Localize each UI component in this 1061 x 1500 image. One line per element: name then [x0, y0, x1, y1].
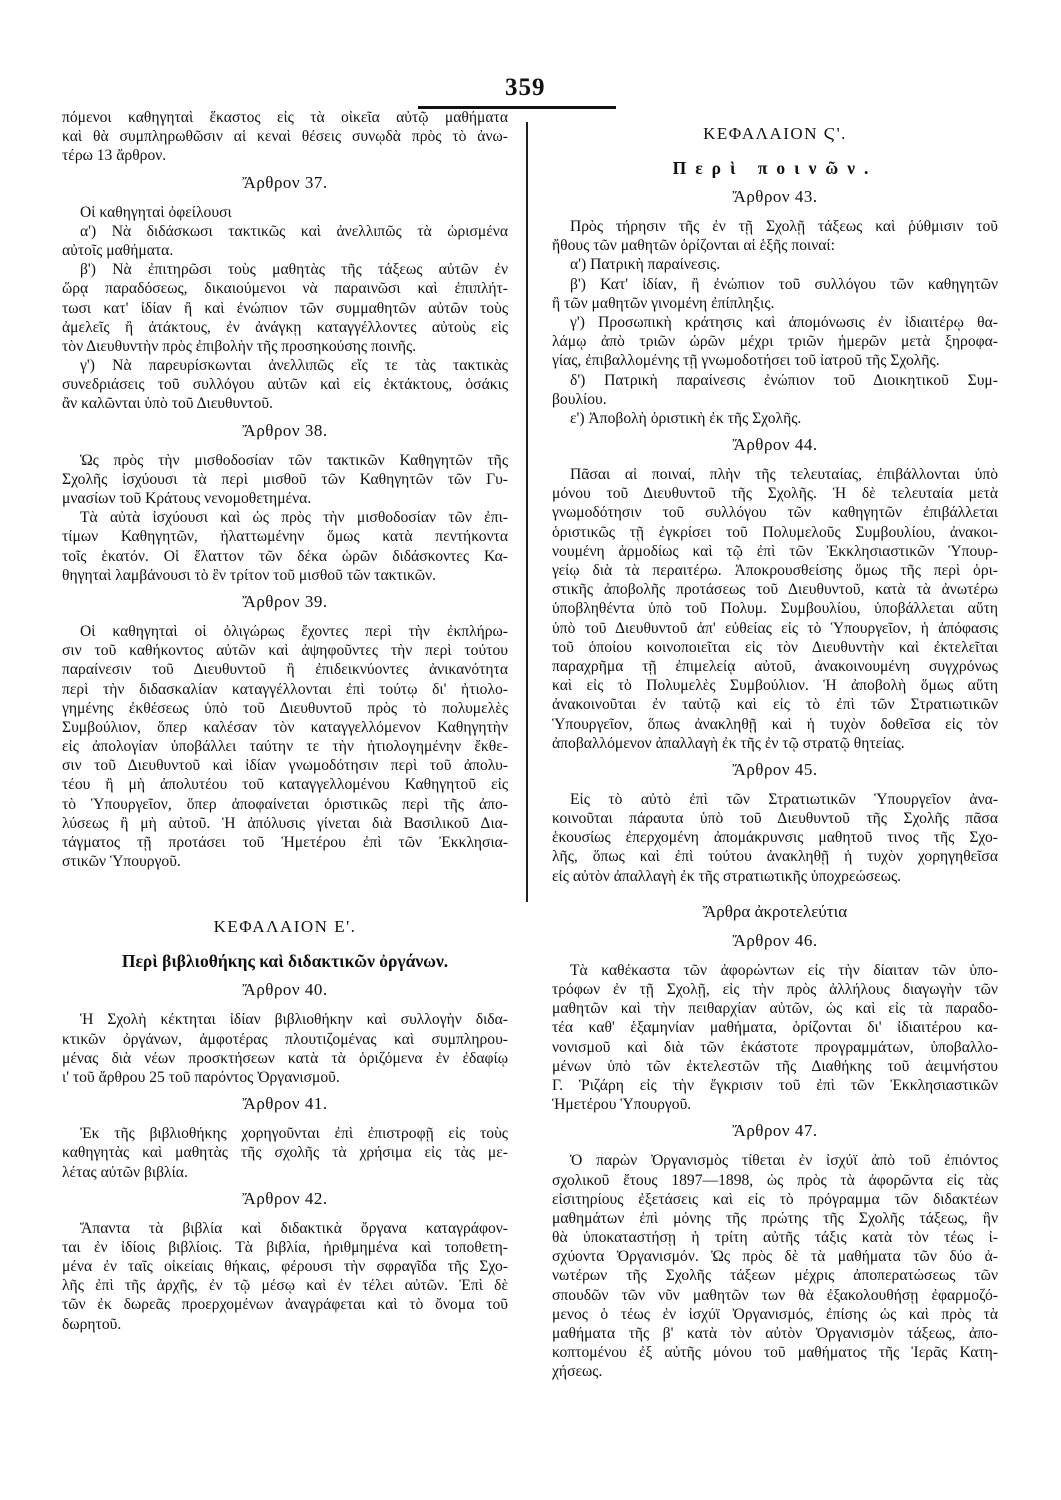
- text-line: Γ. Ῥιζάρη εἰς τὴν ἔγκρισιν τοῦ ἐπὶ τῶν Ἐκκλησιαστικῶν: [552, 1076, 998, 1094]
- section-subheading: Ἄρθρα ἀκροτελεύτια: [702, 901, 848, 921]
- text-line: τοῦ ὁποίου κοινοποιεῖται εἰς τὸν Διευθυντὴν καὶ ἐκτελεῖται: [552, 638, 998, 656]
- text-line: θηγηταὶ λαμβάνουσι τὸ ἓν τρίτον τοῦ μισθοῦ τῶν τακτικῶν.: [62, 566, 437, 584]
- text-line: Τὰ αὐτὰ ἰσχύουσι καὶ ὡς πρὸς τὴν μισθοδοσίαν τῶν ἐπι-: [80, 509, 508, 527]
- text-line: νονισμοῦ καὶ διὰ τῶν ἑκάστοτε προγραμμάτων, ὑποβαλλο-: [552, 1038, 998, 1056]
- text-line: Συμβούλιον, ὅπερ καλέσαν τὸν καταγγελλόμενον Καθηγητὴν: [62, 718, 508, 736]
- text-line: ι' τοῦ ἄρθρου 25 τοῦ παρόντος Ὀργανισμοῦ.: [62, 1068, 340, 1086]
- left-column: [62, 108, 508, 1334]
- text-line: παραχρῆμα τῇ ἐπιμελείᾳ αὐτοῦ, ἀνακοινουμένη συγχρόνως: [552, 657, 998, 675]
- text-line: τῶν ἐκ δωρεᾶς προερχομένων ἀναγράφεται καὶ τὸ ὄνομα τοῦ: [62, 1296, 508, 1314]
- text-line: τοῖς ἑκατόν. Οἱ ἔλαττον τῶν δέκα ὡρῶν διδάσκοντες Κα-: [62, 547, 508, 565]
- text-line: κοινοῦται πάραυτα ὑπὸ τοῦ Διευθυντοῦ τῆς Σχολῆς πᾶσα: [552, 810, 998, 828]
- text-line: τέρω 13 ἄρθρον.: [62, 147, 167, 165]
- article-heading: Ἄρθρον 39.: [242, 591, 328, 611]
- text-line: Ἡ Σχολὴ κέκτηται ἰδίαν βιβλιοθήκην καὶ συλλογὴν διδα-: [80, 1011, 508, 1029]
- text-line: τὸ Ὑπουργεῖον, ὅπερ ἀποφαίνεται ὁριστικῶς περὶ τῆς ἀπο-: [62, 795, 508, 813]
- text-line: εἰς αὐτὸν ἀπαλλαγὴ ἐκ τῆς στρατιωτικῆς ὑποχρεώσεως.: [552, 867, 902, 885]
- text-line: μόνου τοῦ Διευθυντοῦ τῆς Σχολῆς. Ἡ δὲ τελευταία μετὰ: [552, 485, 998, 503]
- text-line: Ὡς πρὸς τὴν μισθοδοσίαν τῶν τακτικῶν Καθηγητῶν τῆς: [80, 451, 508, 469]
- article-heading: Ἄρθρον 40.: [242, 980, 328, 1000]
- text-line: β') Κατ' ἰδίαν, ἢ ἐνώπιον τοῦ συλλόγου τῶν καθηγητῶν: [570, 275, 998, 293]
- text-line: δ') Πατρικὴ παραίνεσις ἐνώπιον τοῦ Διοικητικοῦ Συμ-: [570, 371, 998, 389]
- paragraph: [62, 622, 508, 871]
- paragraph: [552, 465, 998, 753]
- text-line: ἀποβαλλόμενον ἀπαλλαγὴ ἐκ τῆς ἐν τῷ στρατῷ θητείας.: [552, 734, 905, 752]
- text-line: βουλίου.: [552, 390, 607, 408]
- text-line: Πρὸς τήρησιν τῆς ἐν τῇ Σχολῇ τάξεως καὶ ῥύθμισιν τοῦ: [570, 218, 998, 235]
- article-heading: Ἄρθρον 37.: [242, 172, 328, 192]
- text-line: Οἱ καθηγηταὶ οἱ ὀλιγώρως ἔχοντες περὶ τὴν ἐκπλήρω-: [80, 622, 508, 640]
- text-line: ἀνακοινοῦται ἐν ταὐτῷ καὶ εἰς τὸ ἐπὶ τῶν Στρατιωτικῶν: [552, 696, 998, 714]
- text-line: γίας, ἐπιβαλλομένης τῇ γνωμοδοτήσει τοῦ ἰατροῦ τῆς Σχολῆς.: [552, 352, 940, 370]
- text-line: ἤθους τῶν μαθητῶν ὁρίζονται αἱ ἑξῆς ποιναί:: [552, 237, 835, 255]
- text-line: κοπτομένου ἐξ αὐτῆς μόνου τοῦ μαθήματος τῆς Ἱερᾶς Κατη-: [552, 1344, 998, 1362]
- text-line: β') Νὰ ἐπιτηρῶσι τοὺς μαθητὰς τῆς τάξεως αὐτῶν ἐν: [80, 261, 508, 279]
- text-line: Πᾶσαι αἱ ποιναί, πλὴν τῆς τελευταίας, ἐπιβάλλονται ὑπὸ: [570, 466, 998, 484]
- chapter-title: Περὶ βιβλιοθήκης καὶ διδακτικῶν ὀργάνων.: [121, 951, 449, 972]
- text-line: Οἱ καθηγηταὶ ὀφείλουσι: [80, 203, 232, 221]
- paragraph: [62, 451, 508, 509]
- text-line: μένας διὰ νέων προσκτήσεων κατὰ τὰ ὁριζόμενα ἐν ἐδαφίῳ: [62, 1049, 508, 1067]
- text-line: γείῳ διὰ τὰ περαιτέρω. Ἀποκρουσθείσης ὅμως τῆς περὶ ὁρι-: [552, 562, 998, 579]
- paragraph: [552, 255, 998, 274]
- article-heading: Ἄρθρον 45.: [732, 759, 818, 779]
- text-line: δωρητοῦ.: [62, 1315, 122, 1333]
- text-line: ὥρᾳ παραδόσεως, δικαιούμενοι νὰ παραινῶσι καὶ ἐπιπλήτ-: [62, 280, 508, 298]
- text-line: λάμῳ ἀπὸ τριῶν ὡρῶν μέχρι τριῶν ἡμερῶν μετὰ ξηροφα-: [552, 333, 998, 351]
- text-line: ἢ τῶν μαθητῶν γινομένη ἐπίπληξις.: [552, 294, 775, 312]
- text-line: μενος ὁ τέως ἐν ἰσχύϊ Ὀργανισμός, ἐπίσης ὡς καὶ πρὸς τὰ: [552, 1305, 998, 1323]
- article-heading: Ἄρθρον 44.: [732, 435, 818, 455]
- text-line: τίμων Καθηγητῶν, ἠλαττωμένην ὅμως κατὰ πεντήκοντα: [62, 528, 508, 546]
- text-line: λέτας αὐτῶν βιβλία.: [62, 1163, 188, 1181]
- text-line: νουμένη ἁρμοδίως καὶ τῷ ἐπὶ τῶν Ἐκκλησιαστικῶν Ὑπουρ-: [552, 542, 998, 560]
- text-line: ἀμελεῖς ἢ ἀτάκτους, ἐν ἀνάγκῃ καταγγέλλοντες αὐτοὺς εἰς: [62, 318, 508, 336]
- text-line: Ἡμετέρου Ὑπουργοῦ.: [552, 1096, 692, 1114]
- text-line: ἑκουσίως ἐπερχομένη ἀπομάκρυνσις μαθητοῦ τινος τῆς Σχο-: [552, 829, 998, 847]
- text-line: σχύοντα Ὀργανισμόν. Ὡς πρὸς δὲ τὰ μαθήματα τῶν δύο ἀ-: [552, 1248, 998, 1266]
- article-heading: Ἄρθρον 42.: [242, 1188, 328, 1208]
- text-line: Ἐκ τῆς βιβλιοθήκης χορηγοῦνται ἐπὶ ἐπιστροφῇ εἰς τοὺς: [80, 1125, 508, 1143]
- article-heading: Ἄρθρον 47.: [732, 1121, 818, 1141]
- text-line: κτικῶν ὀργάνων, ἀμφοτέρας πλουτιζομένας καὶ συμπληρου-: [62, 1030, 508, 1048]
- text-line: ἂν καλῶνται ὑπὸ τοῦ Διευθυντοῦ.: [62, 395, 273, 413]
- chapter-title: Περὶ ποινῶν.: [672, 158, 878, 178]
- text-line: μαθημάτων ἐπὶ μόνης τῆς πρώτης τῆς Σχολῆς τάξεως, ἣν: [552, 1209, 998, 1227]
- column-divider: [526, 122, 528, 902]
- text-line: χήσεως.: [552, 1363, 603, 1381]
- paragraph: [62, 1010, 508, 1087]
- right-column: [552, 122, 998, 1382]
- text-line: ὑποβληθέντα ὑπὸ τοῦ Πολυμ. Συμβουλίου, ὑποβάλλεται αὕτη: [552, 600, 998, 618]
- article-heading: Ἄρθρον 46.: [732, 930, 818, 950]
- text-line: σπουδῶν τῶν νῦν μαθητῶν των θὰ ἐξακολουθήσῃ ἐφαρμοζό-: [552, 1286, 998, 1304]
- text-line: σιν τοῦ Διευθυντοῦ καὶ ἰδίαν γνωμοδότησιν περὶ τοῦ ἀπολυ-: [62, 757, 508, 775]
- text-line: μνασίων τοῦ Κράτους νενομοθετημένα.: [62, 490, 312, 507]
- paragraph: [552, 313, 998, 371]
- text-line: στικῶν Ὑπουργοῦ.: [62, 853, 181, 871]
- text-line: λῆς, ὅπως καὶ ἐπὶ τούτου ἀνακληθῇ ἡ τυχὸν χορηγηθεῖσα: [552, 848, 998, 866]
- text-line: Ὑπουργεῖον, ὅπως ἀνακληθῇ καὶ ἡ τυχὸν δοθεῖσα εἰς τὸν: [552, 715, 998, 733]
- text-line: μαθητῶν καὶ τὴν πειθαρχίαν αὐτῶν, ὡς καὶ εἰς τὰ παραδο-: [552, 1000, 998, 1018]
- text-line: α') Πατρικὴ παραίνεσις.: [570, 256, 721, 274]
- paragraph: [552, 409, 998, 428]
- text-line: τέου ἢ μὴ ἀπολυτέου τοῦ καταγγελλομένου Καθηγητοῦ εἰς: [62, 776, 508, 794]
- text-line: λύσεως ἢ μὴ αὐτοῦ. Ἡ ἀπόλυσις γίνεται διὰ Βασιλικοῦ Δια-: [62, 814, 508, 832]
- text-line: γνωμοδότησιν τοῦ συλλόγου τῶν καθηγητῶν ἐπιβάλλεται: [552, 504, 998, 522]
- text-line: ται ἐν ἰδίοις βιβλίοις. Τὰ βιβλία, ἠριθμημένα καὶ τοποθετη-: [62, 1238, 508, 1256]
- page-number: 359: [505, 74, 546, 101]
- text-line: τωσι κατ' ἰδίαν ἢ καὶ ἐνώπιον τῶν συμμαθητῶν αὐτῶν τοὺς: [62, 299, 508, 317]
- article-heading: Ἄρθρον 41.: [242, 1094, 328, 1114]
- paragraph: [62, 203, 508, 222]
- text-line: εἰσιτηρίους ἐξετάσεις καὶ εἰς τὸ πρόγραμμα τῶν διδακτέων: [552, 1190, 998, 1208]
- text-line: στικῆς ἀποβολῆς προτάσεως τοῦ Διευθυντοῦ, κατὰ τὰ ἀνωτέρω: [552, 581, 998, 599]
- text-line: Τὰ καθέκαστα τῶν ἀφορώντων εἰς τὴν δίαιταν τῶν ὑπο-: [570, 961, 998, 979]
- paragraph: [62, 508, 508, 585]
- text-line: α') Νὰ διδάσκωσι τακτικῶς καὶ ἀνελλιπῶς τὰ ὡρισμένα: [80, 222, 508, 240]
- text-line: τρόφων ἐν τῇ Σχολῇ, εἰς τὴν πρὸς ἀλλήλους διαγωγὴν τῶν: [552, 981, 998, 998]
- text-line: μένα ἐν ταῖς οἰκείαις θήκαις, φέρουσι τὴν σφραγῖδα τῆς Σχο-: [62, 1258, 508, 1276]
- text-line: ε') Ἀποβολὴ ὁριστικὴ ἐκ τῆς Σχολῆς.: [570, 409, 802, 427]
- text-line: καὶ θὰ συμπληρωθῶσιν αἱ κεναὶ θέσεις συνῳδὰ πρὸς τὸ ἀνω-: [62, 128, 508, 146]
- chapter-heading: ΚΕΦΑΛΑΙΟΝ Ϛ'.: [703, 124, 847, 143]
- paragraph: [552, 790, 998, 886]
- text-line: μαθήματα τῆς β' κατὰ τὸν αὐτὸν Ὀργανισμὸν τάξεως, ἀπο-: [552, 1325, 998, 1342]
- text-line: συνεδριάσεις τοῦ συλλόγου αὐτῶν καὶ εἰς ἐκτάκτους, ὁσάκις: [62, 376, 508, 394]
- text-line: λῆς ἐπὶ τῆς ἀρχῆς, ἐν τῷ μέσῳ καὶ ἐν τέλει αὐτῶν. Ἐπὶ δὲ: [62, 1277, 508, 1295]
- text-line: σιν τοῦ καθήκοντος αὐτῶν καὶ ἀψηφοῦντες τὴν περὶ τούτου: [62, 642, 508, 660]
- article-heading: Ἄρθρον 43.: [732, 187, 818, 206]
- article-heading: Ἄρθρον 38.: [242, 420, 328, 440]
- text-line: Εἰς τὸ αὐτὸ ἐπὶ τῶν Στρατιωτικῶν Ὑπουργεῖον ἀνα-: [570, 790, 998, 808]
- text-line: γ') Νὰ παρευρίσκωνται ἀνελλιπῶς εἴς τε τὰς τακτικὰς: [80, 357, 508, 375]
- text-line: θὰ ὑποκαταστήσῃ ἡ τρίτη αὐτῆς τάξις κατὰ τὸν τέως ἰ-: [552, 1229, 998, 1247]
- text-line: εἰς ἀπολογίαν ὑποβάλλει ταύτην τε τὴν ἠτιολογημένην ἔκθε-: [62, 738, 508, 756]
- text-line: πόμενοι καθηγηταὶ ἕκαστος εἰς τὰ οἰκεῖα αὐτῷ μαθήματα: [62, 109, 508, 126]
- paragraph: [62, 260, 508, 356]
- text-line: καὶ εἰς τὸ Πολυμελὲς Συμβούλιον. Ἡ ἀποβολὴ ὅμως αὕτη: [552, 677, 998, 695]
- paragraph: [62, 356, 508, 414]
- text-line: ὑπὸ τοῦ Διευθυντοῦ ἀπ' εὐθείας εἰς τὸ Ὑπουργεῖον, ἡ ἀπόφασις: [552, 619, 998, 637]
- chapter-heading: ΚΕΦΑΛΑΙΟΝ Ε'.: [213, 917, 357, 937]
- text-line: Ὁ παρὼν Ὀργανισμὸς τίθεται ἐν ἰσχύϊ ἀπὸ τοῦ ἐπιόντος: [570, 1152, 998, 1170]
- paragraph: [552, 275, 998, 313]
- paragraph: [552, 217, 998, 255]
- text-line: Σχολῆς ἰσχύουσι τὰ περὶ μισθοῦ τῶν Καθηγητῶν τῶν Γυ-: [62, 470, 508, 488]
- text-line: ὁριστικῶς τῇ ἐγκρίσει τοῦ Πολυμελοῦς Συμβουλίου, ἀνακοι-: [552, 523, 998, 541]
- paragraph: [62, 222, 508, 260]
- text-line: μένων ὑπὸ τῶν ἐκτελεστῶν τῆς Διαθήκης τοῦ ἀειμνήστου: [552, 1057, 998, 1075]
- text-line: νωτέρων τῆς Σχολῆς τάξεων μέχρις ἀποπερατώσεως τῶν: [552, 1267, 998, 1285]
- paragraph: [62, 1124, 508, 1182]
- text-line: Ἅπαντα τὰ βιβλία καὶ διδακτικὰ ὄργανα καταγράφον-: [80, 1219, 508, 1237]
- text-line: τέα καθ' ἑξαμηνίαν μαθήματα, ὁρίζονται δι' ἰδιαιτέρου κα-: [552, 1019, 998, 1037]
- paragraph: [552, 1151, 998, 1381]
- paragraph: [62, 1219, 508, 1334]
- paragraph: [552, 371, 998, 409]
- paragraph: [62, 108, 508, 166]
- text-line: καθηγητὰς καὶ μαθητὰς τῆς σχολῆς τὰ χρήσιμα εἰς τὰς με-: [62, 1144, 508, 1162]
- text-line: τάγματος τῇ προτάσει τοῦ Ἡμετέρου ἐπὶ τῶν Ἐκκλησια-: [62, 834, 508, 851]
- text-line: τὸν Διευθυντὴν πρὸς ἐπιβολὴν τῆς προσηκούσης ποινῆς.: [62, 337, 417, 355]
- text-line: γ') Προσωπικὴ κράτησις καὶ ἀπομόνωσις ἐν ἰδιαιτέρῳ θα-: [570, 313, 998, 331]
- text-line: σχολικοῦ ἔτους 1897—1898, ὡς πρὸς τὰ ἀφορῶντα εἰς τὰς: [552, 1171, 998, 1189]
- text-line: παραίνεσιν τοῦ Διευθυντοῦ ἢ ἐπιδεικνύοντες ἀνικανότητα: [62, 661, 508, 679]
- text-line: περὶ τὴν διδασκαλίαν καταγγέλλονται ἐπὶ τούτῳ δι' ἠτιολο-: [62, 680, 508, 698]
- text-line: αὐτοῖς μαθήματα.: [62, 241, 174, 259]
- text-line: γημένης ἐκθέσεως ὑπὸ τοῦ Διευθυντοῦ πρὸς τὸ πολυμελὲς: [62, 699, 508, 717]
- paragraph: [552, 961, 998, 1115]
